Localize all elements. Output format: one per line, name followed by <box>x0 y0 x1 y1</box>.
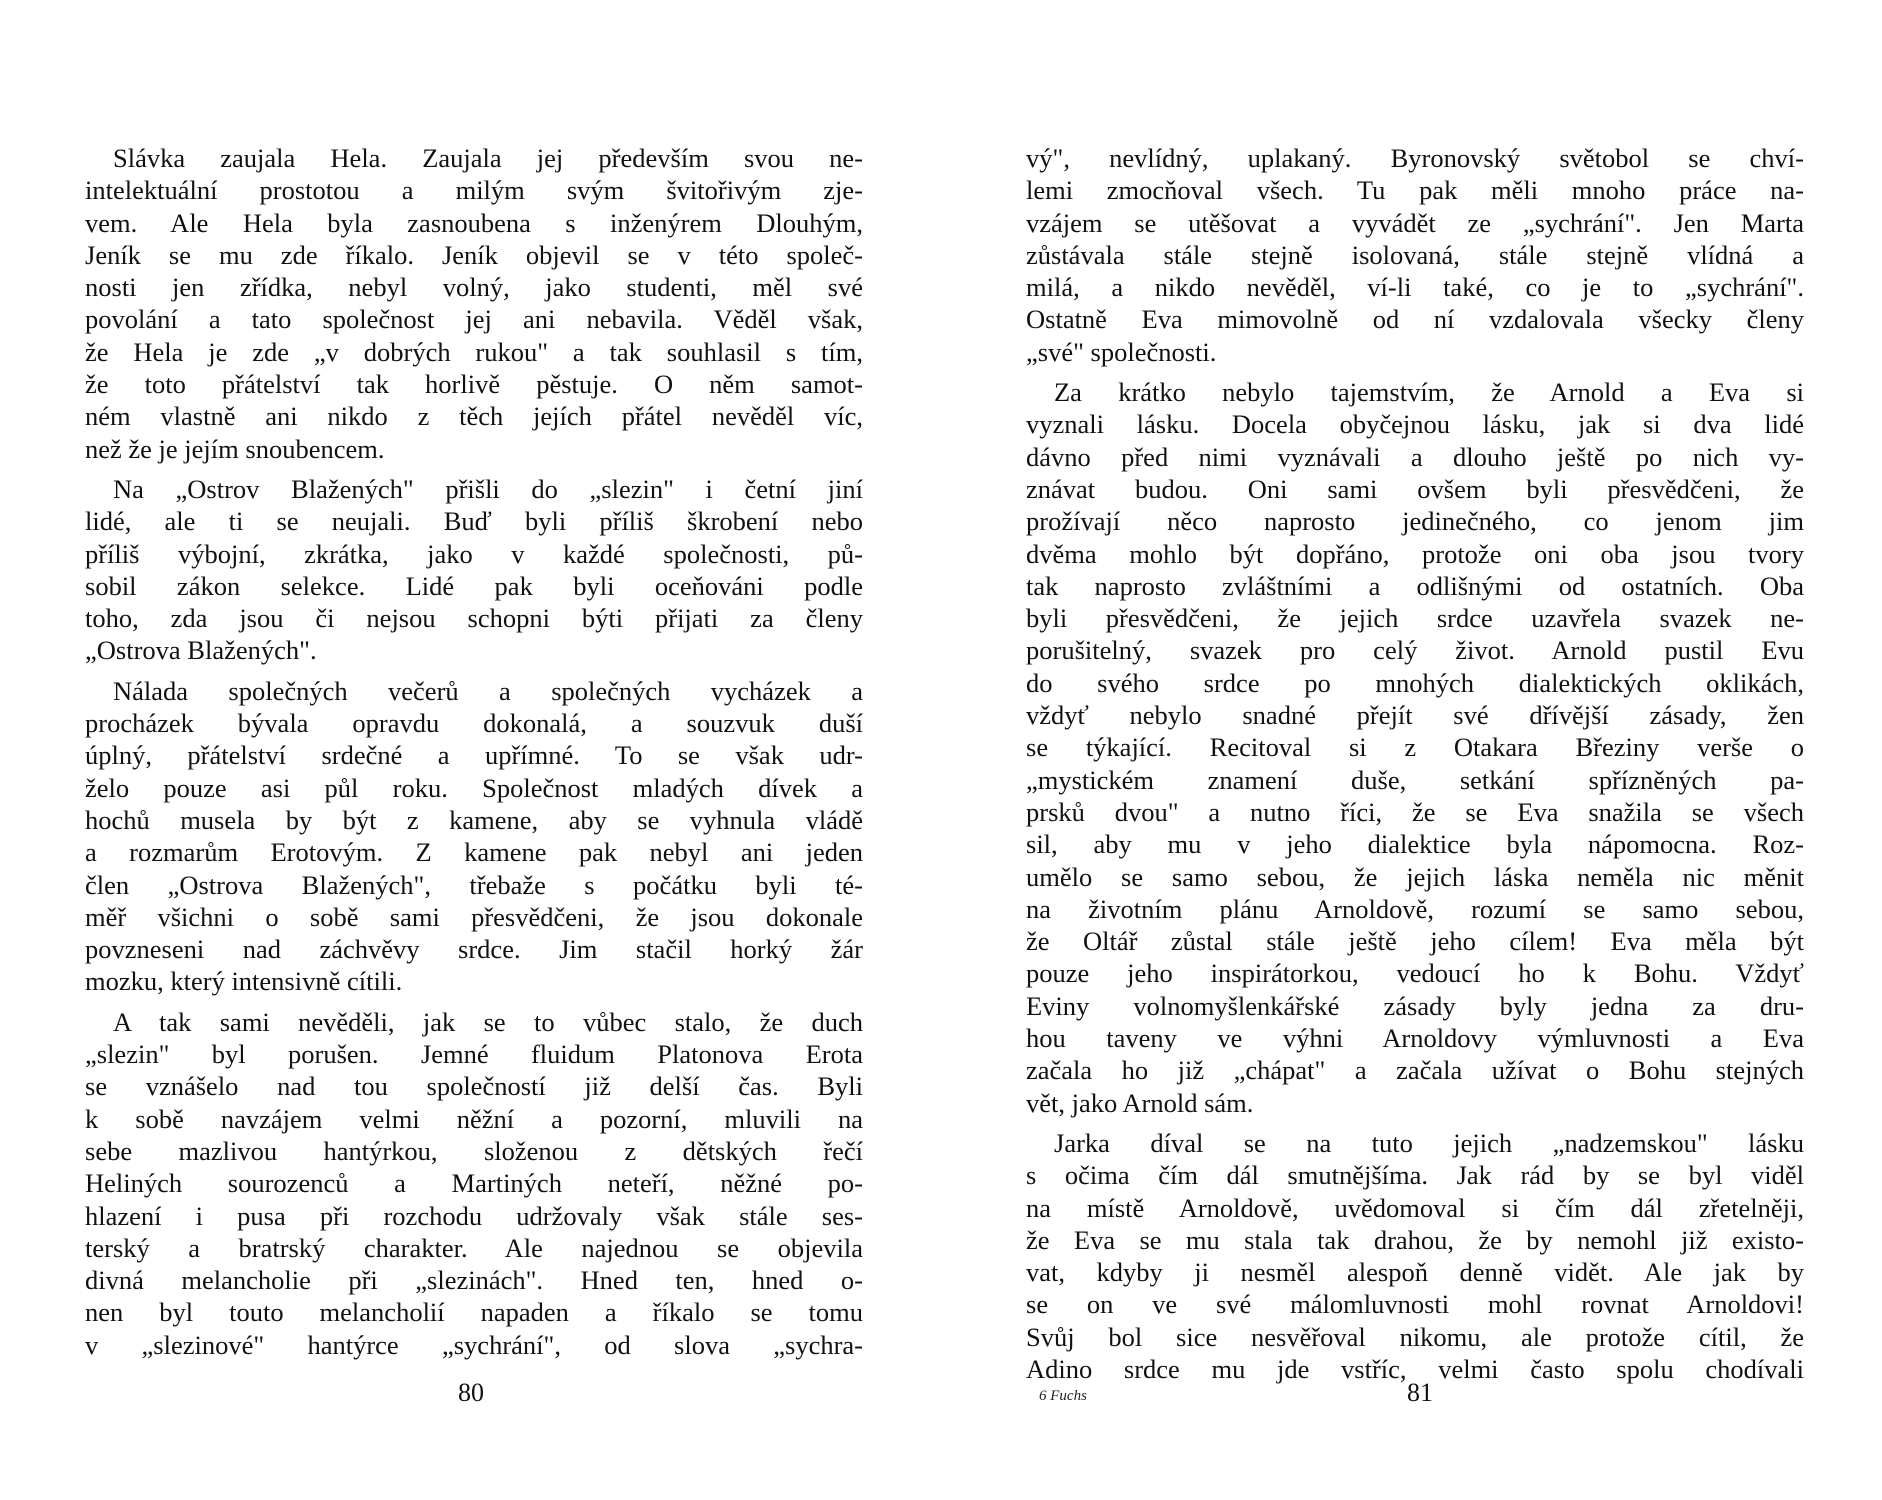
paragraph <box>85 142 863 465</box>
text-line: Slávka zaujala Hela. Zaujala jej především svou ne- <box>113 143 863 173</box>
text-line: sil, aby mu v jeho dialektice byla nápomocna. Roz- <box>1026 829 1804 860</box>
text-line: člen „Ostrova Blažených", třebaže s počátku byli té- <box>85 869 863 900</box>
text-line: sebe mazlivou hantýrkou, složenou z dětských řečí <box>85 1135 863 1166</box>
text-line: vem. Ale Hela byla zasnoubena s inženýrem Dlouhým, <box>85 207 863 238</box>
text-line: „mystickém znamení duše, setkání spřízněných pa- <box>1026 764 1804 795</box>
text-line: na místě Arnoldově, uvědomoval si čím dál zřetelněji, <box>1026 1192 1804 1223</box>
text-line: A tak sami nevěděli, jak se to vůbec stalo, že duch <box>113 1006 863 1037</box>
text-line: byli přesvědčeni, že jejich srdce uzavřela svazek ne- <box>1026 603 1804 634</box>
text-line: toho, zda jsou či nejsou schopni býti přijati za členy <box>85 603 863 634</box>
text-line: že Oltář zůstal stále ještě jeho cílem! Eva měla být <box>1026 926 1804 957</box>
text-line: vět, jako Arnold sám. <box>1026 1087 1254 1118</box>
text-line: vyznali lásku. Docela obyčejnou lásku, jak si dva lidé <box>1026 409 1804 440</box>
text-line: měř všichni o sobě sami přesvědčeni, že jsou dokonale <box>85 901 863 932</box>
printer-signature-mark: 6 Fuchs <box>1039 1388 1087 1404</box>
text-line: mozku, který intensivně cítili. <box>85 966 403 997</box>
text-line: procházek bývala opravdu dokonalá, a souzvuk duší <box>85 708 863 739</box>
text-line: lidé, ale ti se neujali. Buď byli příliš škrobení nebo <box>85 506 863 537</box>
text-line: se vznášelo nad tou společností již delší čas. Byli <box>85 1071 863 1102</box>
text-line: k sobě navzájem velmi něžní a pozorní, mluvili na <box>85 1103 863 1134</box>
text-line: Na „Ostrov Blažených" přišli do „slezin" i četní jiní <box>113 473 863 504</box>
text-line: znávat budou. Oni sami ovšem byli přesvědčeni, že <box>1026 473 1804 504</box>
text-line: hou taveny ve výhni Arnoldovy výmluvnosti a Eva <box>1026 1023 1804 1054</box>
text-line: vzájem se utěšovat a vyvádět ze „sychrání". Jen Marta <box>1026 207 1804 238</box>
text-line: se on ve své málomluvnosti mohl rovnat Arnoldovi! <box>1026 1289 1804 1320</box>
text-line: hochů musela by být z kamene, aby se vyhnula vládě <box>85 804 863 835</box>
text-line: v „slezinové" hantýrce „sychrání", od slova „sychra- <box>85 1329 863 1360</box>
text-line: Heliných sourozenců a Martiných neteří, něžné po- <box>85 1168 863 1199</box>
text-line: Nálada společných večerů a společných vycházek a <box>113 675 863 706</box>
text-line: povzneseni nad záchvěvy srdce. Jim stačil horký žár <box>85 934 863 965</box>
text-line: sobil zákon selekce. Lidé pak byli oceňováni podle <box>85 570 863 601</box>
text-line: vždyť nebylo snadné přejít své dřívější zásady, žen <box>1026 700 1804 731</box>
page-number-right: 81 <box>1407 1378 1433 1407</box>
text-line: hlazení i pusa při rozchodu udržovaly však stále ses- <box>85 1200 863 1231</box>
text-line: želo pouze asi půl roku. Společnost mladých dívek a <box>85 772 863 803</box>
text-line: „Ostrova Blažených". <box>85 635 317 666</box>
text-line: povolání a tato společnost jej ani nebavila. Věděl však, <box>85 304 863 335</box>
text-line: prožívají něco naprosto jedinečného, co jenom jim <box>1026 506 1804 537</box>
text-line: nen byl touto melancholií napaden a říkalo se tomu <box>85 1297 863 1328</box>
text-line: že toto přátelství tak horlivě pěstuje. O něm samot- <box>85 369 863 400</box>
text-line: příliš výbojní, zkrátka, jako v každé společnosti, pů- <box>85 538 863 569</box>
text-line: se týkající. Recitoval si z Otakara Březiny verše o <box>1026 732 1804 763</box>
text-line: Svůj bol sice nesvěřoval nikomu, ale protože cítil, že <box>1026 1321 1804 1352</box>
text-line: začala ho již „chápat" a začala užívat o Bohu stejných <box>1026 1055 1804 1086</box>
text-line: intelektuální prostotou a milým svým švitořivým zje- <box>85 175 863 206</box>
text-line: nosti jen zřídka, nebyl volný, jako studenti, měl své <box>85 272 863 303</box>
text-line: vat, kdyby ji nesměl alespoň denně vidět. Ale jak by <box>1026 1257 1804 1288</box>
text-line: Jeník se mu zde říkalo. Jeník objevil se v této společ- <box>85 239 863 270</box>
paragraph <box>1026 142 1804 368</box>
text-line: milá, a nikdo nevěděl, ví-li také, co je to „sychrání". <box>1026 272 1804 303</box>
text-line: pouze jeho inspirátorkou, vedoucí ho k Bohu. Vždyť <box>1026 958 1804 989</box>
text-line: Ostatně Eva mimovolně od ní vzdalovala všecky členy <box>1026 304 1804 335</box>
page-number-left: 80 <box>458 1378 484 1407</box>
text-line: umělo se samo sebou, že jejich láska neměla nic měnit <box>1026 861 1804 892</box>
right-page-text <box>1026 142 1804 1385</box>
text-line: Eviny volnomyšlenkářské zásady byly jedna za dru- <box>1026 990 1804 1021</box>
text-line: Za krátko nebylo tajemstvím, že Arnold a Eva si <box>1054 377 1804 408</box>
text-line: než že je jejím snoubencem. <box>85 433 385 464</box>
text-line: zůstávala stále stejně isolovaná, stále stejně vlídná a <box>1026 239 1804 270</box>
paragraph <box>85 1006 863 1361</box>
text-line: že Eva se mu stala tak drahou, že by nemohl již existo- <box>1026 1224 1804 1255</box>
text-line: „slezin" byl porušen. Jemné fluidum Platonova Erota <box>85 1039 863 1070</box>
text-line: divná melancholie při „slezinách". Hned ten, hned o- <box>85 1265 863 1296</box>
left-page-text <box>85 142 863 1361</box>
paragraph <box>85 675 863 998</box>
text-line: „své" společnosti. <box>1026 336 1217 367</box>
text-line: s očima čím dál smutnějšíma. Jak rád by se byl viděl <box>1026 1160 1804 1191</box>
paragraph <box>1026 1127 1804 1385</box>
text-line: ném vlastně ani nikdo z těch jejích přátel nevěděl víc, <box>85 401 863 432</box>
text-line: dvěma mohlo být dopřáno, protože oni oba jsou tvory <box>1026 538 1804 569</box>
text-line: úplný, přátelství srdečné a upřímné. To se však udr- <box>85 740 863 771</box>
text-line: a rozmarům Erotovým. Z kamene pak nebyl ani jeden <box>85 837 863 868</box>
text-line: prsků dvou" a nutno říci, že se Eva snažila se všech <box>1026 796 1804 827</box>
text-line: terský a bratrský charakter. Ale najednou se objevila <box>85 1232 863 1263</box>
text-line: porušitelný, svazek pro celý život. Arnold pustil Evu <box>1026 635 1804 666</box>
right-page <box>941 0 1882 1500</box>
paragraph <box>1026 376 1804 1119</box>
text-line: tak naprosto zvláštními a odlišnými od ostatních. Oba <box>1026 570 1804 601</box>
text-line: na životním plánu Arnoldově, rozumí se samo sebou, <box>1026 893 1804 924</box>
text-line: že Hela je zde „v dobrých rukou" a tak souhlasil s tím, <box>85 336 863 367</box>
text-line: dávno před nimi vyznávali a dlouho ještě po nich vy- <box>1026 441 1804 472</box>
text-line: Jarka díval se na tuto jejich „nadzemskou" lásku <box>1054 1127 1804 1158</box>
text-line: do svého srdce po mnohých dialektických oklikách, <box>1026 667 1804 698</box>
text-line: Adino srdce mu jde vstříc, velmi často spolu chodívali <box>1026 1353 1804 1384</box>
text-line: lemi zmocňoval všech. Tu pak měli mnoho práce na- <box>1026 175 1804 206</box>
paragraph <box>85 473 863 667</box>
text-line: vý", nevlídný, uplakaný. Byronovský světobol se chví- <box>1026 143 1804 173</box>
